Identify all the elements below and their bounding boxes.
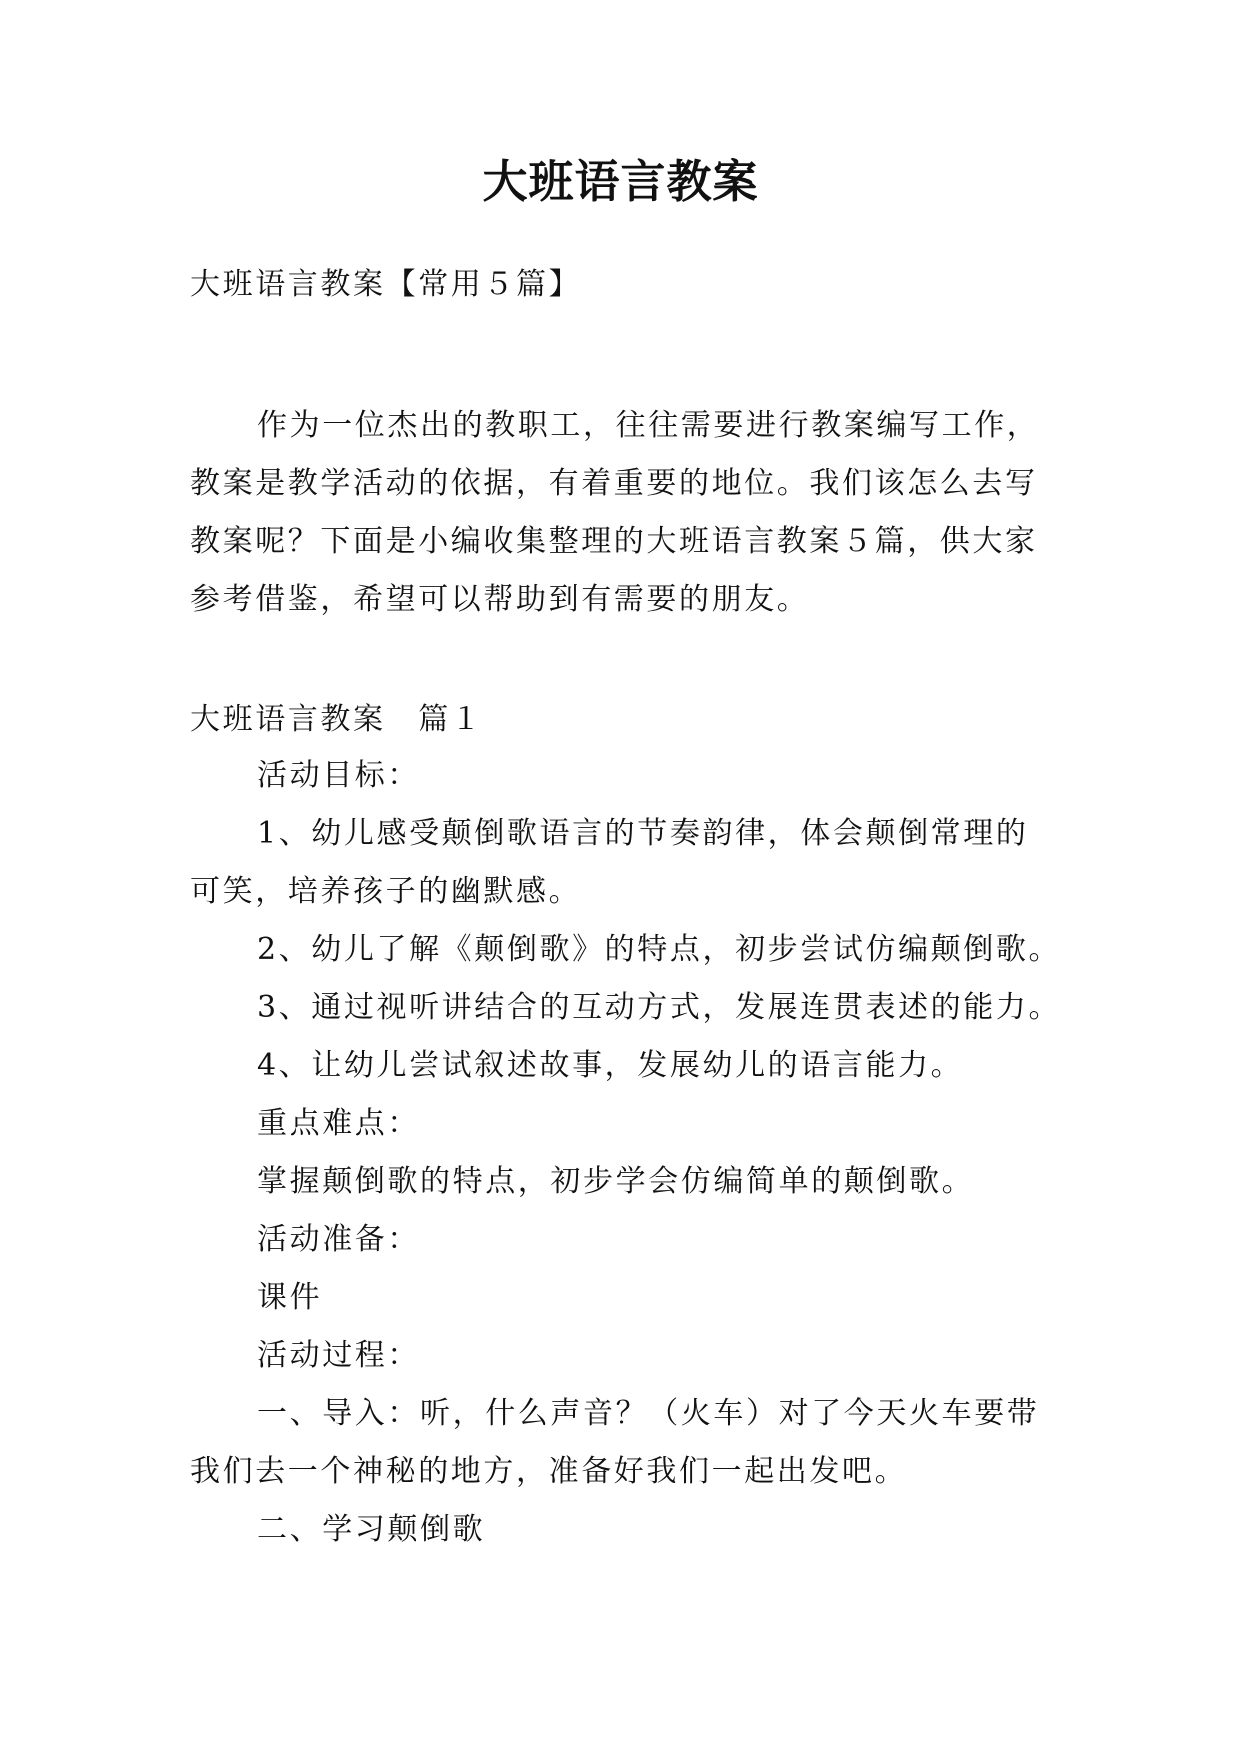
- intro-line-1: 作为一位杰出的教职工，往往需要进行教案编写工作，: [257, 408, 1040, 443]
- body-line: 活动准备：: [257, 1222, 420, 1257]
- body-line: 1、幼儿感受颠倒歌语言的节奏韵律，体会颠倒常理的: [257, 816, 1029, 851]
- body-line: 课件: [257, 1280, 323, 1315]
- intro-line-4: 参考借鉴，希望可以帮助到有需要的朋友。: [190, 582, 810, 617]
- body-line: 2、幼儿了解《颠倒歌》的特点，初步尝试仿编颠倒歌。: [257, 932, 1062, 967]
- body-line: 二、学习颠倒歌: [257, 1512, 486, 1547]
- body-line: 4、让幼儿尝试叙述故事，发展幼儿的语言能力。: [257, 1048, 964, 1083]
- section-heading: 大班语言教案 篇１: [190, 702, 484, 737]
- document-subtitle: 大班语言教案【常用５篇】: [190, 267, 582, 302]
- body-line: 我们去一个神秘的地方，准备好我们一起出发吧。: [190, 1454, 908, 1489]
- document-title: 大班语言教案: [482, 155, 759, 208]
- body-line: 可笑，培养孩子的幽默感。: [190, 874, 582, 909]
- body-line: 掌握颠倒歌的特点，初步学会仿编简单的颠倒歌。: [257, 1164, 975, 1199]
- intro-line-3: 教案呢？下面是小编收集整理的大班语言教案５篇，供大家: [190, 524, 1038, 559]
- intro-line-2: 教案是教学活动的依据，有着重要的地位。我们该怎么去写: [190, 466, 1038, 501]
- body-line: 重点难点：: [257, 1106, 420, 1141]
- body-line: 3、通过视听讲结合的互动方式，发展连贯表述的能力。: [257, 990, 1062, 1025]
- body-line: 活动目标：: [257, 758, 420, 793]
- body-line: 活动过程：: [257, 1338, 420, 1373]
- body-line: 一、导入：听，什么声音？（火车）对了今天火车要带: [257, 1396, 1040, 1431]
